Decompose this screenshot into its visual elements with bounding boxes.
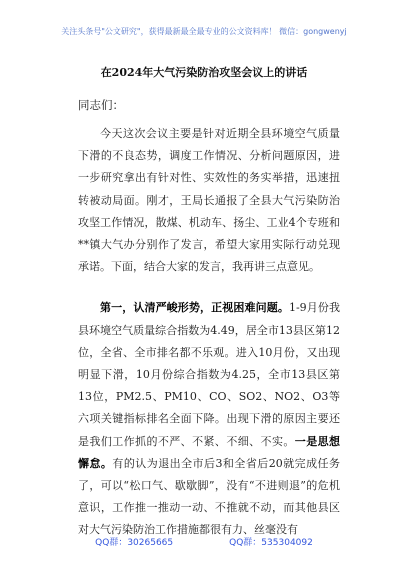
greeting: 同志们： <box>78 98 124 112</box>
footer-qq-group-2: QQ群：535304092 <box>229 538 313 548</box>
paragraph-first-point <box>78 297 340 541</box>
header-note: 关注头条号"公文研究"，获得最新最全最专业的公文资料库！ 微信：gongwenyj <box>61 27 347 36</box>
footer-qq-group-1: QQ群：30265665 <box>95 538 174 548</box>
emphasis-heading: 一是思想懈怠。 <box>78 434 341 470</box>
document-body <box>78 123 340 542</box>
document-title: 在2024年大气污染防治攻坚会议上的讲话 <box>100 66 308 79</box>
footer-contact <box>0 535 408 548</box>
section-heading-first: 第一，认清严峻形势，正视困难问题。 <box>100 301 289 315</box>
paragraph-intro: 今天这次会议主要是针对近期全县环境空气质量下滑的不良态势，调度工作情况、分析问题原因，进一步研究拿出有针对性、实效性的务实举措，迅速扭转被动局面。刚才，王局长通报了全县大气污染防治攻坚工作情况，散煤、机动车、扬尘、工业4个专班和**镇大气办分别作了发言，希望大家用实际行动兑现承诺。下面，结合大家的发言，我再讲三点意见。 <box>78 127 340 274</box>
paragraph-first-point-continuation: 有的认为退出全市后3和全省后20就完成任务了，可以“松口气、歇歇脚”，没有“不进则退”的危机意识，工作推一推动一动、不推就不动，而其他县区对大气污染防治工作措施都很有力、丝毫没有 <box>78 456 341 537</box>
paragraph-first-point-text: 1-9月份我县环境空气质量综合指数为4.49，居全市13县区第12位，全省、全市排名都不乐观。进入10月份，又出现明显下滑，10月份综合指数为4.25，全市13县区第13位，PM2.5、PM10、CO、SO2、NO2、O3等六项关键指标排名全面下降。出现下滑的原因主要还是我们工作抓的不严、不紧、不细、不实。 <box>78 301 341 448</box>
